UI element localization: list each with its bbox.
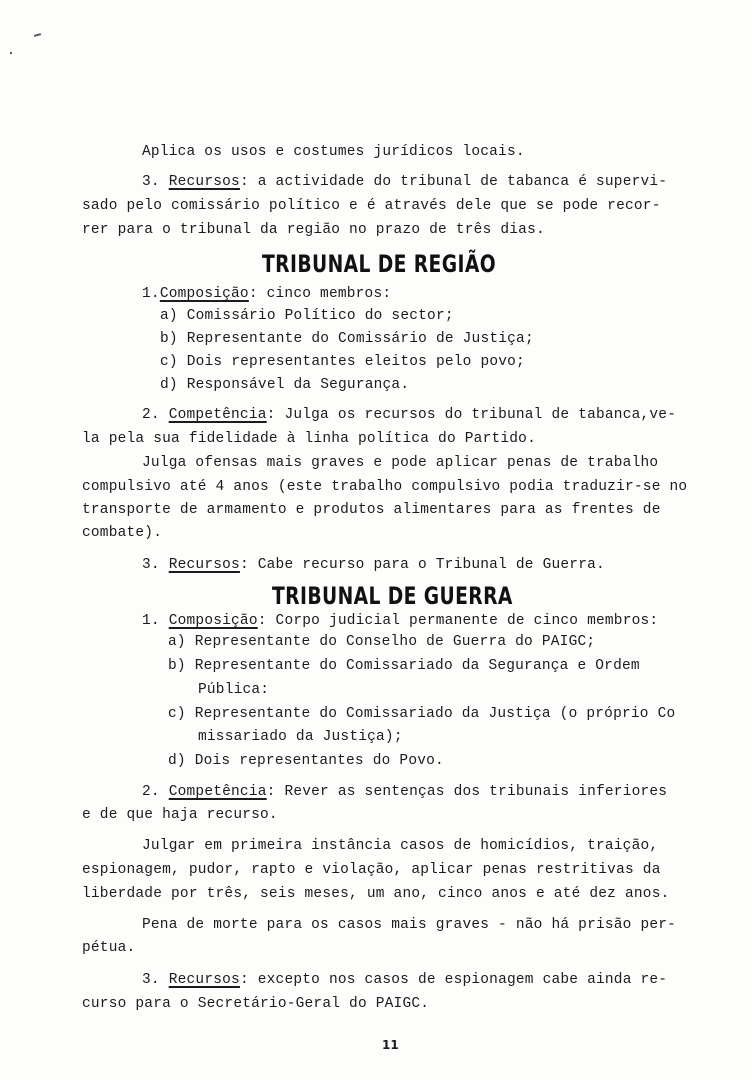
text-line: liberdade por três, seis meses, um ano, cinco anos e até dez anos.	[82, 886, 670, 902]
heading-tribunal-de-regiao: TRIBUNAL DE REGIÃO	[262, 250, 497, 278]
list-item: a) Comissário Político do sector;	[160, 308, 454, 324]
section-label-composicao: Composição	[159, 286, 249, 302]
section-label-recursos: Recursos	[168, 972, 240, 988]
section-label-competencia: Competência	[168, 407, 267, 423]
text-line: pétua.	[82, 940, 136, 956]
text-line: 2. Competência: Rever as sentenças dos tribunais inferiores	[142, 784, 668, 800]
section-label-recursos: Recursos	[168, 174, 240, 190]
scan-mark	[34, 33, 41, 37]
text-line: e de que haja recurso.	[82, 807, 278, 823]
section-label-composicao: Composição	[168, 613, 258, 629]
text-line: compulsivo até 4 anos (este trabalho compulsivo podia traduzir-se no	[82, 479, 688, 495]
text-line: transporte de armamento e produtos alimentares para as frentes de	[82, 502, 661, 518]
text-line: Aplica os usos e costumes jurídicos locais.	[142, 144, 525, 160]
list-item: c) Representante do Comissariado da Justiça (o próprio Co	[168, 706, 676, 722]
text-line: 3. Recursos: a actividade do tribunal de tabanca é supervi-	[142, 174, 668, 190]
text-line: combate).	[82, 525, 163, 541]
text-line: Julgar em primeira instância casos de homicídios, traição,	[142, 838, 659, 854]
text-line: 3. Recursos: excepto nos casos de espionagem cabe ainda re-	[142, 972, 668, 988]
list-item: a) Representante do Conselho de Guerra do PAIGC;	[168, 634, 596, 650]
text-line: sado pelo comissário político e é através dele que se pode recor-	[82, 198, 661, 214]
text-line: 1.Composição: cinco membros:	[142, 286, 392, 302]
text-line: Pena de morte para os casos mais graves - não há prisão per-	[142, 917, 677, 933]
list-item: c) Dois representantes eleitos pelo povo;	[160, 354, 525, 370]
list-item-continuation: missariado da Justiça);	[198, 729, 403, 745]
heading-tribunal-de-guerra: TRIBUNAL DE GUERRA	[272, 582, 513, 610]
scan-dot	[10, 52, 12, 54]
page-number: 11	[382, 1038, 399, 1052]
list-item: d) Responsável da Segurança.	[160, 377, 410, 393]
text-line: Julga ofensas mais graves e pode aplicar penas de trabalho	[142, 455, 659, 471]
text-line: espionagem, pudor, rapto e violação, aplicar penas restritivas da	[82, 862, 661, 878]
list-item: b) Representante do Comissário de Justiça;	[160, 331, 534, 347]
text-line: rer para o tribunal da região no prazo de três dias.	[82, 222, 545, 238]
section-label-recursos: Recursos	[168, 557, 240, 573]
list-item: d) Dois representantes do Povo.	[168, 753, 444, 769]
text-line: curso para o Secretário-Geral do PAIGC.	[82, 996, 430, 1012]
text-line: la pela sua fidelidade à linha política do Partido.	[82, 431, 536, 447]
text-line: 1. Composição: Corpo judicial permanente de cinco membros:	[142, 613, 659, 629]
text-line: 2. Competência: Julga os recursos do tribunal de tabanca,ve-	[142, 407, 677, 423]
list-item: b) Representante do Comissariado da Segurança e Ordem	[168, 658, 640, 674]
section-label-competencia: Competência	[168, 784, 267, 800]
list-item-continuation: Pública:	[198, 682, 270, 698]
text-line: 3. Recursos: Cabe recurso para o Tribunal de Guerra.	[142, 557, 605, 573]
